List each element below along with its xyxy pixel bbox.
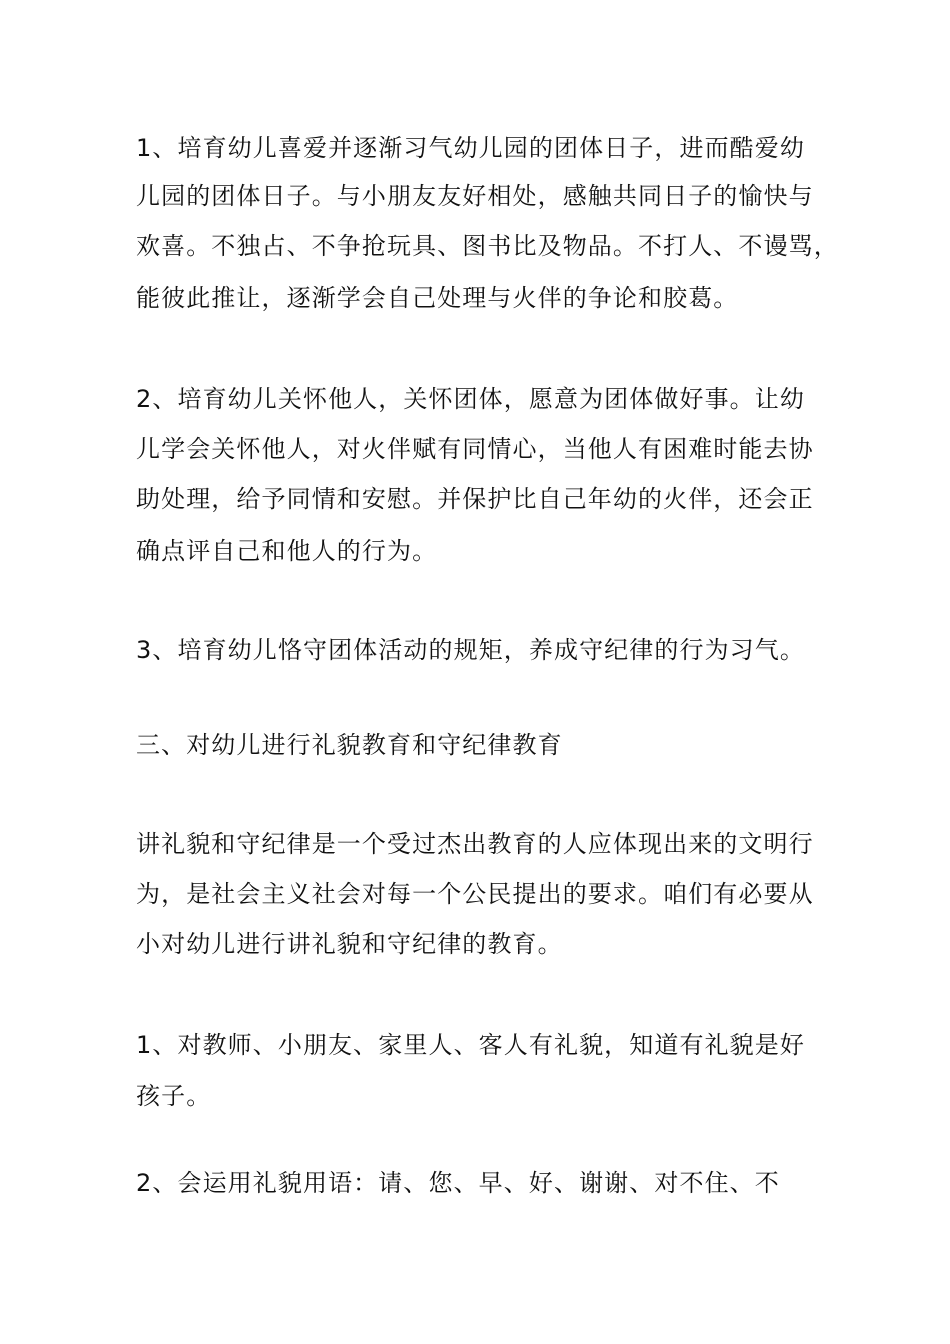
text-line: 助处理，给予同情和安慰。并保护比自己年幼的火伴，还会正 (136, 485, 814, 513)
text-line: 欢喜。不独占、不争抢玩具、图书比及物品。不打人、不谩骂， (136, 232, 839, 260)
text-line: 确点评自己和他人的行为。 (136, 537, 438, 565)
text-line: 3、培育幼儿恪守团体活动的规矩，养成守纪律的行为习气。 (136, 636, 805, 664)
text-line: 1、对教师、小朋友、家里人、客人有礼貌，知道有礼貌是好 (136, 1031, 805, 1059)
text-line: 小对幼儿进行讲礼貌和守纪律的教育。 (136, 930, 563, 958)
text-line: 1、培育幼儿喜爱并逐渐习气幼儿园的团体日子，进而酷爱幼 (136, 134, 805, 162)
text-line: 能彼此推让，逐渐学会自己处理与火伴的争论和胶葛。 (136, 284, 739, 312)
text-line: 2、培育幼儿关怀他人，关怀团体，愿意为团体做好事。让幼 (136, 385, 805, 413)
heading-text: 三、对幼儿进行礼貌教育和守纪律教育 (136, 731, 563, 759)
text-line: 2、会运用礼貌用语：请、您、早、好、谢谢、对不住、不 (136, 1169, 780, 1197)
text-line: 为，是社会主义社会对每一个公民提出的要求。咱们有必要从 (136, 880, 814, 908)
text-line: 孩子。 (136, 1082, 212, 1110)
text-line: 儿园的团体日子。与小朋友友好相处，感触共同日子的愉快与 (136, 182, 814, 210)
text-line: 儿学会关怀他人，对火伴赋有同情心，当他人有困难时能去协 (136, 435, 814, 463)
text-line: 讲礼貌和守纪律是一个受过杰出教育的人应体现出来的文明行 (136, 830, 814, 858)
